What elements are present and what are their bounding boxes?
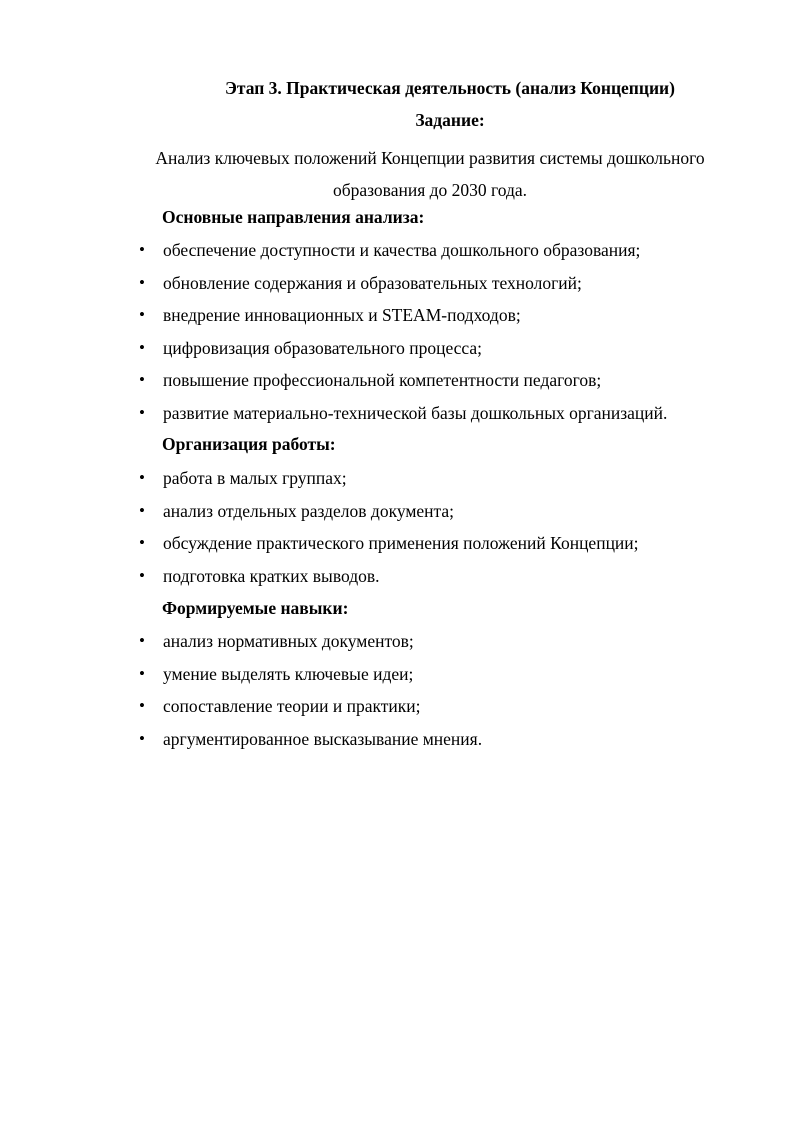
list-item-text: работа в малых группах;	[163, 468, 347, 488]
bullet-icon: •	[139, 240, 145, 259]
list-item-text: подготовка кратких выводов.	[163, 565, 380, 586]
bullet-icon: •	[139, 696, 145, 716]
bullet-icon: •	[139, 337, 145, 357]
list-item-text: цифровизация образовательного процесса;	[163, 337, 483, 358]
bullet-icon: •	[139, 663, 145, 683]
list-item-text: развитие материально-технической базы дошкольных организаций.	[163, 402, 668, 423]
section-heading-work-organization: Организация работы:	[162, 434, 336, 454]
bullet-icon: •	[139, 305, 145, 325]
section-heading-analysis-directions: Основные направления анализа:	[162, 207, 425, 227]
list-item-text: повышение профессиональной компетентности педагогов;	[163, 370, 602, 391]
list-item-text: обеспечение доступности и качества дошкольного образования;	[163, 240, 641, 260]
task-description: Анализ ключевых положений Концепции развития системы дошкольного образования до 2030 года.	[155, 148, 705, 200]
list-item-text: анализ отдельных разделов документа;	[163, 500, 455, 521]
list-item-text: обновление содержания и образовательных технологий;	[163, 272, 582, 293]
list-item-text: аргументированное высказывание мнения.	[163, 728, 483, 749]
bullet-icon: •	[139, 402, 145, 422]
bullet-icon: •	[139, 631, 145, 650]
list-item-text: сопоставление теории и практики;	[163, 696, 421, 717]
bullet-icon: •	[139, 500, 145, 520]
page-title: Этап 3. Практическая деятельность (анализ Концепции)	[225, 78, 675, 98]
list-item-text: внедрение инновационных и STEAM-подходов;	[163, 305, 521, 326]
list-item-text: обсуждение практического применения положений Концепции;	[163, 533, 639, 554]
list-item-text: анализ нормативных документов;	[163, 631, 414, 651]
bullet-icon: •	[139, 533, 145, 553]
list-item-text: умение выделять ключевые идеи;	[163, 663, 414, 684]
task-label: Задание:	[415, 110, 485, 130]
section-heading-skills: Формируемые навыки:	[162, 598, 349, 618]
bullet-icon: •	[139, 370, 145, 390]
bullet-icon: •	[139, 565, 145, 585]
bullet-icon: •	[139, 728, 145, 748]
bullet-icon: •	[139, 468, 145, 487]
bullet-icon: •	[139, 272, 145, 292]
